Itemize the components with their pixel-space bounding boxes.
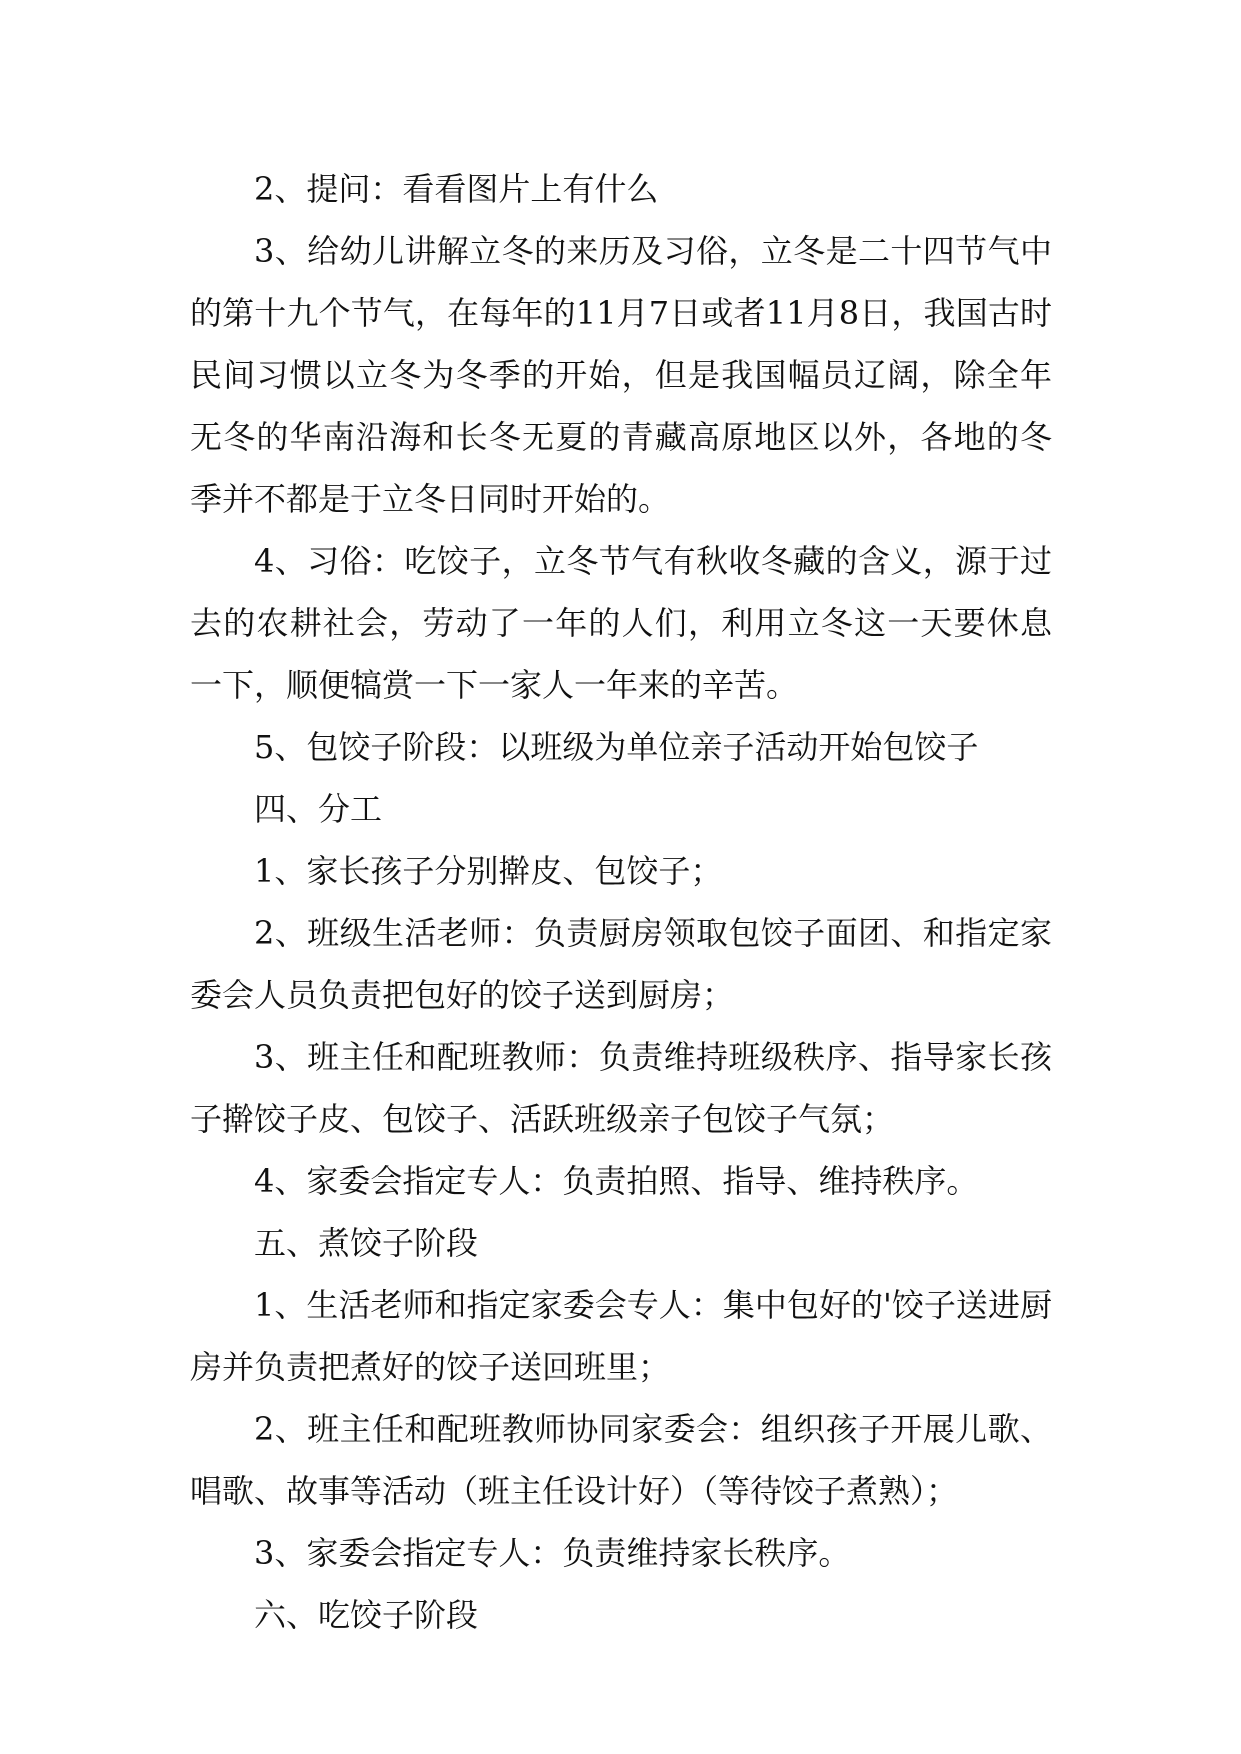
paragraph-committee-photo: 4、家委会指定专人：负责拍照、指导、维持秩序。 (254, 1162, 979, 1200)
heading-boiling-stage: 五、煮饺子阶段 (254, 1224, 479, 1262)
paragraph-head-teacher: 3、班主任和配班教师：负责维持班级秩序、指导家长孩子擀饺子皮、包饺子、活跃班级亲子包饺子气氛； (190, 1038, 1052, 1138)
paragraph-parent-order: 3、家委会指定专人：负责维持家长秩序。 (254, 1534, 851, 1572)
paragraph-send-to-kitchen: 1、生活老师和指定家委会专人：集中包好的'饺子送进厨房并负责把煮好的饺子送回班里； (190, 1286, 1052, 1386)
paragraph-making-stage: 5、包饺子阶段：以班级为单位亲子活动开始包饺子 (254, 728, 979, 766)
paragraph-custom-dumplings: 4、习俗：吃饺子，立冬节气有秋收冬藏的含义，源于过去的农耕社会，劳动了一年的人们，利用立冬这一天要休息一下，顺便犒赏一下一家人一年来的辛苦。 (190, 542, 1052, 704)
paragraph-life-teacher: 2、班级生活老师：负责厨房领取包饺子面团、和指定家委会人员负责把包好的饺子送到厨房； (190, 914, 1052, 1014)
heading-division-of-labor: 四、分工 (254, 790, 383, 828)
heading-eating-stage: 六、吃饺子阶段 (254, 1596, 479, 1634)
paragraph-lidong-origin: 3、给幼儿讲解立冬的来历及习俗，立冬是二十四节气中的第十九个节气，在每年的11月7日或者11月8日，我国古时民间习惯以立冬为冬季的开始，但是我国幅员辽阔，除全年无冬的华南沿海和长冬无夏的青藏高原地区以外，各地的冬季并不都是于立冬日同时开始的。 (190, 232, 1052, 518)
paragraph-activities: 2、班主任和配班教师协同家委会：组织孩子开展儿歌、唱歌、故事等活动（班主任设计好）（等待饺子煮熟）； (190, 1410, 1052, 1510)
document-body (190, 158, 1052, 1646)
paragraph-question: 2、提问：看看图片上有什么 (254, 170, 659, 208)
paragraph-parents-children: 1、家长孩子分别擀皮、包饺子； (254, 852, 723, 890)
